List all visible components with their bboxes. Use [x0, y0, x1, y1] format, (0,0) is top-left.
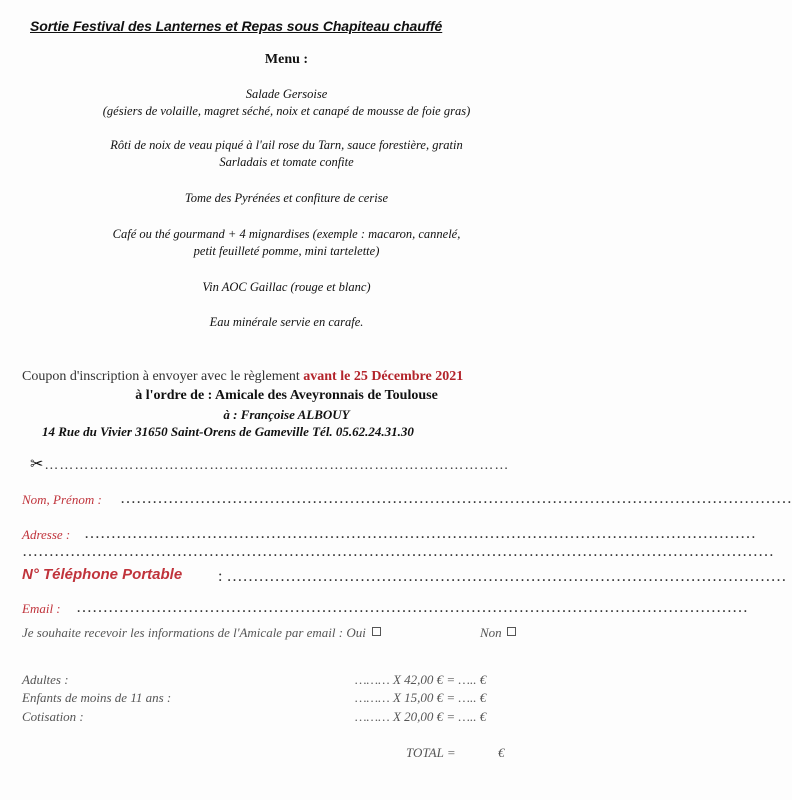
consent-no-label: Non: [480, 625, 502, 640]
name-dots: ………………………………………………………………………………………………………………: [120, 490, 792, 507]
phone-label: N° Téléphone Portable: [22, 566, 183, 583]
course-line: Tome des Pyrénées et confiture de cerise: [184, 191, 389, 205]
checkbox-non[interactable]: [507, 627, 516, 636]
course-wine: [0, 279, 573, 296]
row-adults-calc[interactable]: ……… X 42,00 € = ….. €: [355, 672, 487, 687]
email-dots: ………………………………………………………………………………………………………………: [76, 599, 748, 616]
document-title: Sortie Festival des Lanternes et Repas sous Chapiteau chauffé: [30, 18, 443, 34]
name-field[interactable]: [22, 490, 792, 509]
address-line-2[interactable]: [22, 543, 774, 561]
address-dots-2: ……………………………………………………………………………………………………………………………: [22, 543, 774, 560]
course-line: Eau minérale servie en carafe.: [209, 315, 364, 329]
course-cheese: [0, 190, 573, 207]
coupon-deadline: avant le 25 Décembre 2021: [303, 369, 464, 384]
row-children-calc[interactable]: ……… X 15,00 € = ….. €: [355, 690, 487, 705]
phone-dots: : ……………………………………………………………………………………………: [218, 568, 787, 585]
course-main: [0, 137, 573, 171]
course-line: Salade Gersoise: [245, 87, 328, 101]
postal-address: 14 Rue du Vivier 31650 Saint-Orens de Gameville Tél. 05.62.24.31.30: [42, 424, 414, 439]
email-field[interactable]: [22, 599, 748, 618]
row-children-label: Enfants de moins de 11 ans :: [22, 690, 172, 705]
email-consent: [22, 625, 381, 641]
cut-dots: …………………………………………………………………………………: [44, 458, 510, 473]
total-label: TOTAL =: [406, 745, 456, 760]
phone-field[interactable]: [22, 566, 787, 585]
course-starter: [0, 86, 573, 120]
checkbox-oui[interactable]: [372, 627, 381, 636]
course-line: (gésiers de volaille, magret séché, noix et canapé de mousse de foie gras): [102, 104, 471, 118]
adults-calc-text: X 42,00 € = ….. €: [392, 672, 487, 687]
course-dessert: [0, 226, 573, 260]
course-line: Sarladais et tomate confite: [219, 155, 354, 169]
course-line: Café ou thé gourmand + 4 mignardises (exemple : macaron, cannelé,: [112, 227, 461, 241]
course-line: Rôti de noix de veau piqué à l'ail rose du Tarn, sauce forestière, gratin: [110, 138, 463, 152]
name-label: Nom, Prénom :: [22, 492, 102, 507]
course-line: petit feuilleté pomme, mini tartelette): [193, 244, 380, 258]
cut-line: [30, 454, 509, 474]
address-field[interactable]: [22, 525, 756, 544]
email-label: Email :: [22, 601, 61, 616]
payable-to: à l'ordre de : Amicale des Aveyronnais de Toulouse: [135, 388, 438, 403]
row-cotisation-calc[interactable]: ……… X 20,00 € = ….. €: [355, 709, 487, 724]
row-cotisation-label: Cotisation :: [22, 709, 84, 724]
course-line: Vin AOC Gaillac (rouge et blanc): [202, 280, 371, 294]
scissors-icon: ✂: [30, 456, 45, 473]
address-dots: ………………………………………………………………………………………………………………: [84, 525, 756, 542]
coupon-text: Coupon d'inscription à envoyer avec le règlement: [22, 369, 304, 384]
children-calc-text: X 15,00 € = ….. €: [392, 690, 487, 705]
cotisation-calc-text: X 20,00 € = ….. €: [392, 709, 487, 724]
consent-question: Je souhaite recevoir les informations de l'Amicale par email : Oui: [22, 625, 366, 640]
row-adults-label: Adultes :: [22, 672, 69, 687]
total-value[interactable]: €: [498, 745, 505, 760]
menu-heading: Menu :: [264, 52, 309, 67]
address-label: Adresse :: [22, 527, 71, 542]
coupon-instructions: [22, 369, 463, 385]
attention-to: à : Françoise ALBOUY: [223, 407, 350, 422]
course-water: [0, 314, 573, 331]
email-consent-no: [480, 625, 516, 641]
